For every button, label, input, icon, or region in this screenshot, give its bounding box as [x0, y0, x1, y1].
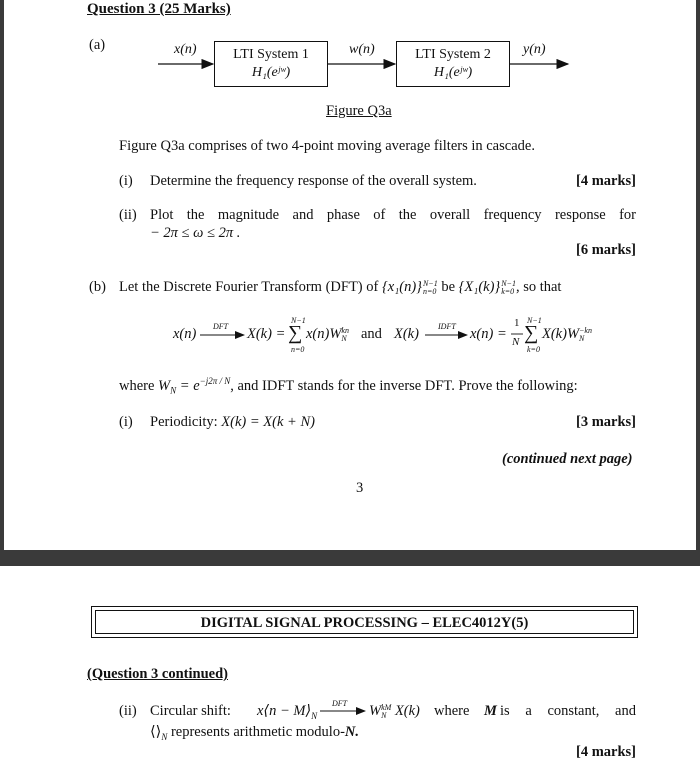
b-ii-arrow-label: DFT — [332, 699, 348, 708]
a-ii-marks: [6 marks] — [576, 242, 637, 258]
b-ii-text3: is a constant, and — [500, 703, 636, 719]
eq-sum1-bottom: n=0 — [291, 345, 305, 354]
a-i-label: (i) — [119, 173, 133, 189]
block1-name: LTI System 1 — [233, 47, 309, 62]
b-ii-where: where — [434, 703, 470, 719]
b-ii-line2: $⟨⟩_N$ represents arithmetic modulo-N. — [150, 724, 360, 742]
b-text-post: , so that — [515, 279, 562, 295]
a-ii-text: Plot the magnitude and phase of the overall frequency response for — [150, 207, 636, 223]
b-ii-math-rhs: W kM N X(k) — [369, 702, 420, 720]
eq-idft-arrow-label: IDFT — [438, 322, 456, 331]
b-ii-math-lhs: x⟨n − $M⟩_N$ — [257, 703, 318, 721]
eq-sum1-top: N−1 — [291, 316, 306, 325]
b-i-marks: [3 marks] — [576, 414, 637, 430]
a-i-marks: [4 marks] — [576, 173, 637, 189]
block1-transfer-function: H₁(eʲʷ) — [251, 65, 291, 80]
b-i-label: (i) — [119, 414, 133, 430]
part-b-label: (b) — [89, 279, 106, 295]
where-line: where $W_N = e^{-j2\pi / N}$, and IDFT stands for the inverse DFT. Prove the following: — [119, 376, 578, 396]
b-ii-label: (ii) — [119, 703, 137, 719]
page-number: 3 — [356, 480, 364, 496]
b-set-x: {x₁(n)} N−1 n=0 — [381, 278, 438, 296]
eq-dft-rhs: X(k) = — [247, 326, 286, 342]
eq-idft-lhs: X(k) — [394, 326, 419, 342]
a-i-text: Determine the frequency response of the overall system. — [150, 173, 477, 189]
b-i-text: Periodicity: X(k) = X(k + N) — [150, 414, 315, 430]
output-signal-label: y(n) — [523, 42, 546, 57]
intro-text: Figure Q3a comprises of two 4-point moving average filters in cascade. — [119, 138, 535, 154]
eq-and: and — [361, 326, 382, 342]
page-1-left-edge — [0, 0, 4, 550]
b-ii-text1: Circular shift: — [150, 703, 231, 719]
continued-next-page: (continued next page) — [502, 451, 633, 467]
a-ii-range: − 2π ≤ ω ≤ 2π . — [150, 225, 241, 241]
b-ii-marks: [4 marks] — [576, 744, 637, 760]
b-text-pre: Let the Discrete Fourier Transform (DFT) of — [119, 279, 379, 295]
eq-sum2-top: N−1 — [527, 316, 542, 325]
question-continued-title: (Question 3 continued) — [87, 666, 228, 682]
mid-signal-label: w(n) — [349, 42, 375, 57]
b-ii-M: M — [484, 703, 497, 719]
part-a-label: (a) — [89, 37, 106, 53]
block2-transfer-function: H₁(eʲʷ) — [433, 65, 473, 80]
eq-arrows — [0, 0, 700, 360]
eq-dft-arrow-label: DFT — [213, 322, 229, 331]
sum-sign-2: ∑ — [524, 322, 539, 344]
b-set-X: {X₁(k)} N−1 k=0 — [458, 278, 516, 296]
page-gap — [0, 550, 700, 566]
question-title: Question 3 (25 Marks) — [87, 1, 231, 17]
b-be: be — [441, 279, 455, 295]
b-ii-arrow — [0, 566, 700, 726]
page-2 — [0, 566, 700, 759]
eq-idft-term: X(k)W −kn N — [542, 325, 592, 343]
figure-caption: Figure Q3a — [326, 103, 392, 119]
page-1-right-edge — [696, 0, 700, 550]
course-header: DIGITAL SIGNAL PROCESSING – ELEC4012Y(5) — [95, 610, 634, 634]
eq-sum2-bottom: k=0 — [527, 345, 540, 354]
input-signal-label: x(n) — [174, 42, 197, 57]
eq-dft-term: x(n)W kn N — [306, 325, 349, 343]
block2-name: LTI System 2 — [415, 47, 491, 62]
eq-frac-den: N — [512, 336, 520, 348]
eq-frac-num: 1 — [514, 317, 520, 329]
sum-sign-1: ∑ — [288, 322, 303, 344]
eq-dft-lhs: x(n) — [173, 326, 197, 342]
eq-idft-rhs: x(n) = — [470, 326, 507, 342]
a-ii-label: (ii) — [119, 207, 137, 223]
